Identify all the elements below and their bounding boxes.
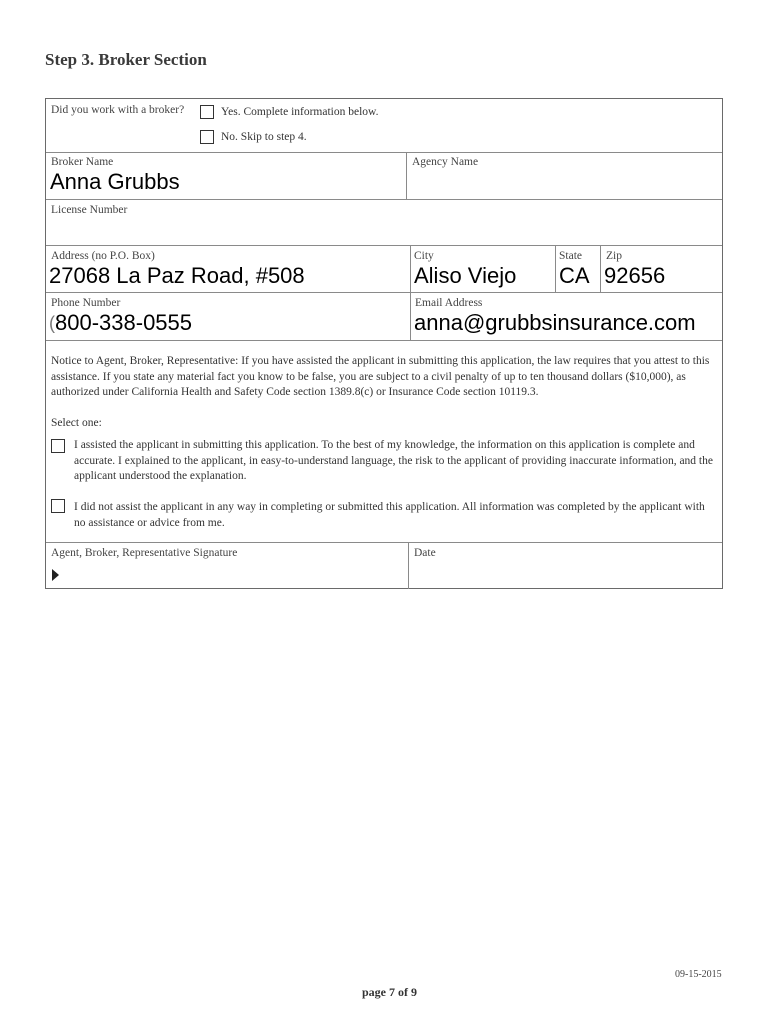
assisted-checkbox[interactable] xyxy=(51,439,65,453)
email-label: Email Address xyxy=(415,297,483,309)
select-one-label: Select one: xyxy=(51,417,102,429)
broker-name-label: Broker Name xyxy=(51,156,114,168)
yes-checkbox[interactable] xyxy=(200,105,214,119)
step-title: Step 3. Broker Section xyxy=(45,50,207,69)
revision-date: 09-15-2015 xyxy=(675,969,722,980)
no-option-label: No. Skip to step 4. xyxy=(221,131,307,143)
signature-field[interactable] xyxy=(46,543,408,589)
address-value: 27068 La Paz Road, #508 xyxy=(49,263,305,288)
phone-field[interactable] xyxy=(46,293,410,340)
not-assisted-option-text: I did not assist the applicant in any way in completing or submitted this application. All information was completed by the applicant with no assistance or advice from me. xyxy=(74,501,705,529)
state-value: CA xyxy=(559,263,590,288)
broker-name-value: Anna Grubbs xyxy=(50,169,180,194)
city-label: City xyxy=(414,250,434,262)
license-row xyxy=(46,200,722,246)
date-field[interactable] xyxy=(408,543,722,589)
state-field[interactable] xyxy=(555,246,600,292)
email-value: anna@grubbsinsurance.com xyxy=(414,310,696,335)
phone-label: Phone Number xyxy=(51,297,121,309)
license-number-label: License Number xyxy=(51,204,128,216)
broker-name-row xyxy=(46,153,722,200)
not-assisted-checkbox[interactable] xyxy=(51,499,65,513)
zip-value: 92656 xyxy=(604,263,666,288)
date-label: Date xyxy=(414,547,436,559)
email-field[interactable] xyxy=(410,293,722,340)
agency-name-field[interactable] xyxy=(406,153,722,199)
address-label: Address (no P.O. Box) xyxy=(51,250,155,262)
no-checkbox[interactable] xyxy=(200,130,214,144)
broker-question-row xyxy=(46,99,722,153)
assisted-option-text: I assisted the applicant in submitting this application. To the best of my knowledge, the information on this application is complete and accurate. I explained to the applicant, in easy-to-understand language, the risk to the applicant of providing inaccurate information, and the applicant understood the explanation. xyxy=(74,439,713,482)
notice-text: Notice to Agent, Broker, Representative: If you have assisted the applicant in submitting this application, the law requires that you attest to this assistance. If you state any material fact you know to be false, you are subject to a civil penalty of up to ten thousand dollars ($10,000), as authorized under California Health and Safety Code section 1389.8(c) or Insurance Code section 10119.3. xyxy=(51,355,710,398)
address-row xyxy=(46,246,722,293)
yes-option-label: Yes. Complete information below. xyxy=(221,106,379,118)
signature-row xyxy=(46,542,722,589)
phone-prefix: ( xyxy=(49,313,55,333)
broker-section-form xyxy=(45,98,723,589)
address-field[interactable] xyxy=(46,246,410,292)
phone-value: 800-338-0555 xyxy=(55,310,193,335)
signature-arrow-icon xyxy=(52,569,59,581)
signature-label: Agent, Broker, Representative Signature xyxy=(51,547,238,559)
contact-row xyxy=(46,293,722,341)
zip-label: Zip xyxy=(606,250,622,262)
state-label: State xyxy=(559,250,582,262)
broker-name-field[interactable] xyxy=(46,153,406,199)
city-value: Aliso Viejo xyxy=(414,263,517,288)
city-field[interactable] xyxy=(410,246,555,292)
broker-question-label: Did you work with a broker? xyxy=(51,104,185,116)
license-number-field[interactable] xyxy=(46,200,722,245)
page-number: page 7 of 9 xyxy=(362,985,417,999)
agency-name-label: Agency Name xyxy=(412,156,479,168)
zip-field[interactable] xyxy=(600,246,722,292)
